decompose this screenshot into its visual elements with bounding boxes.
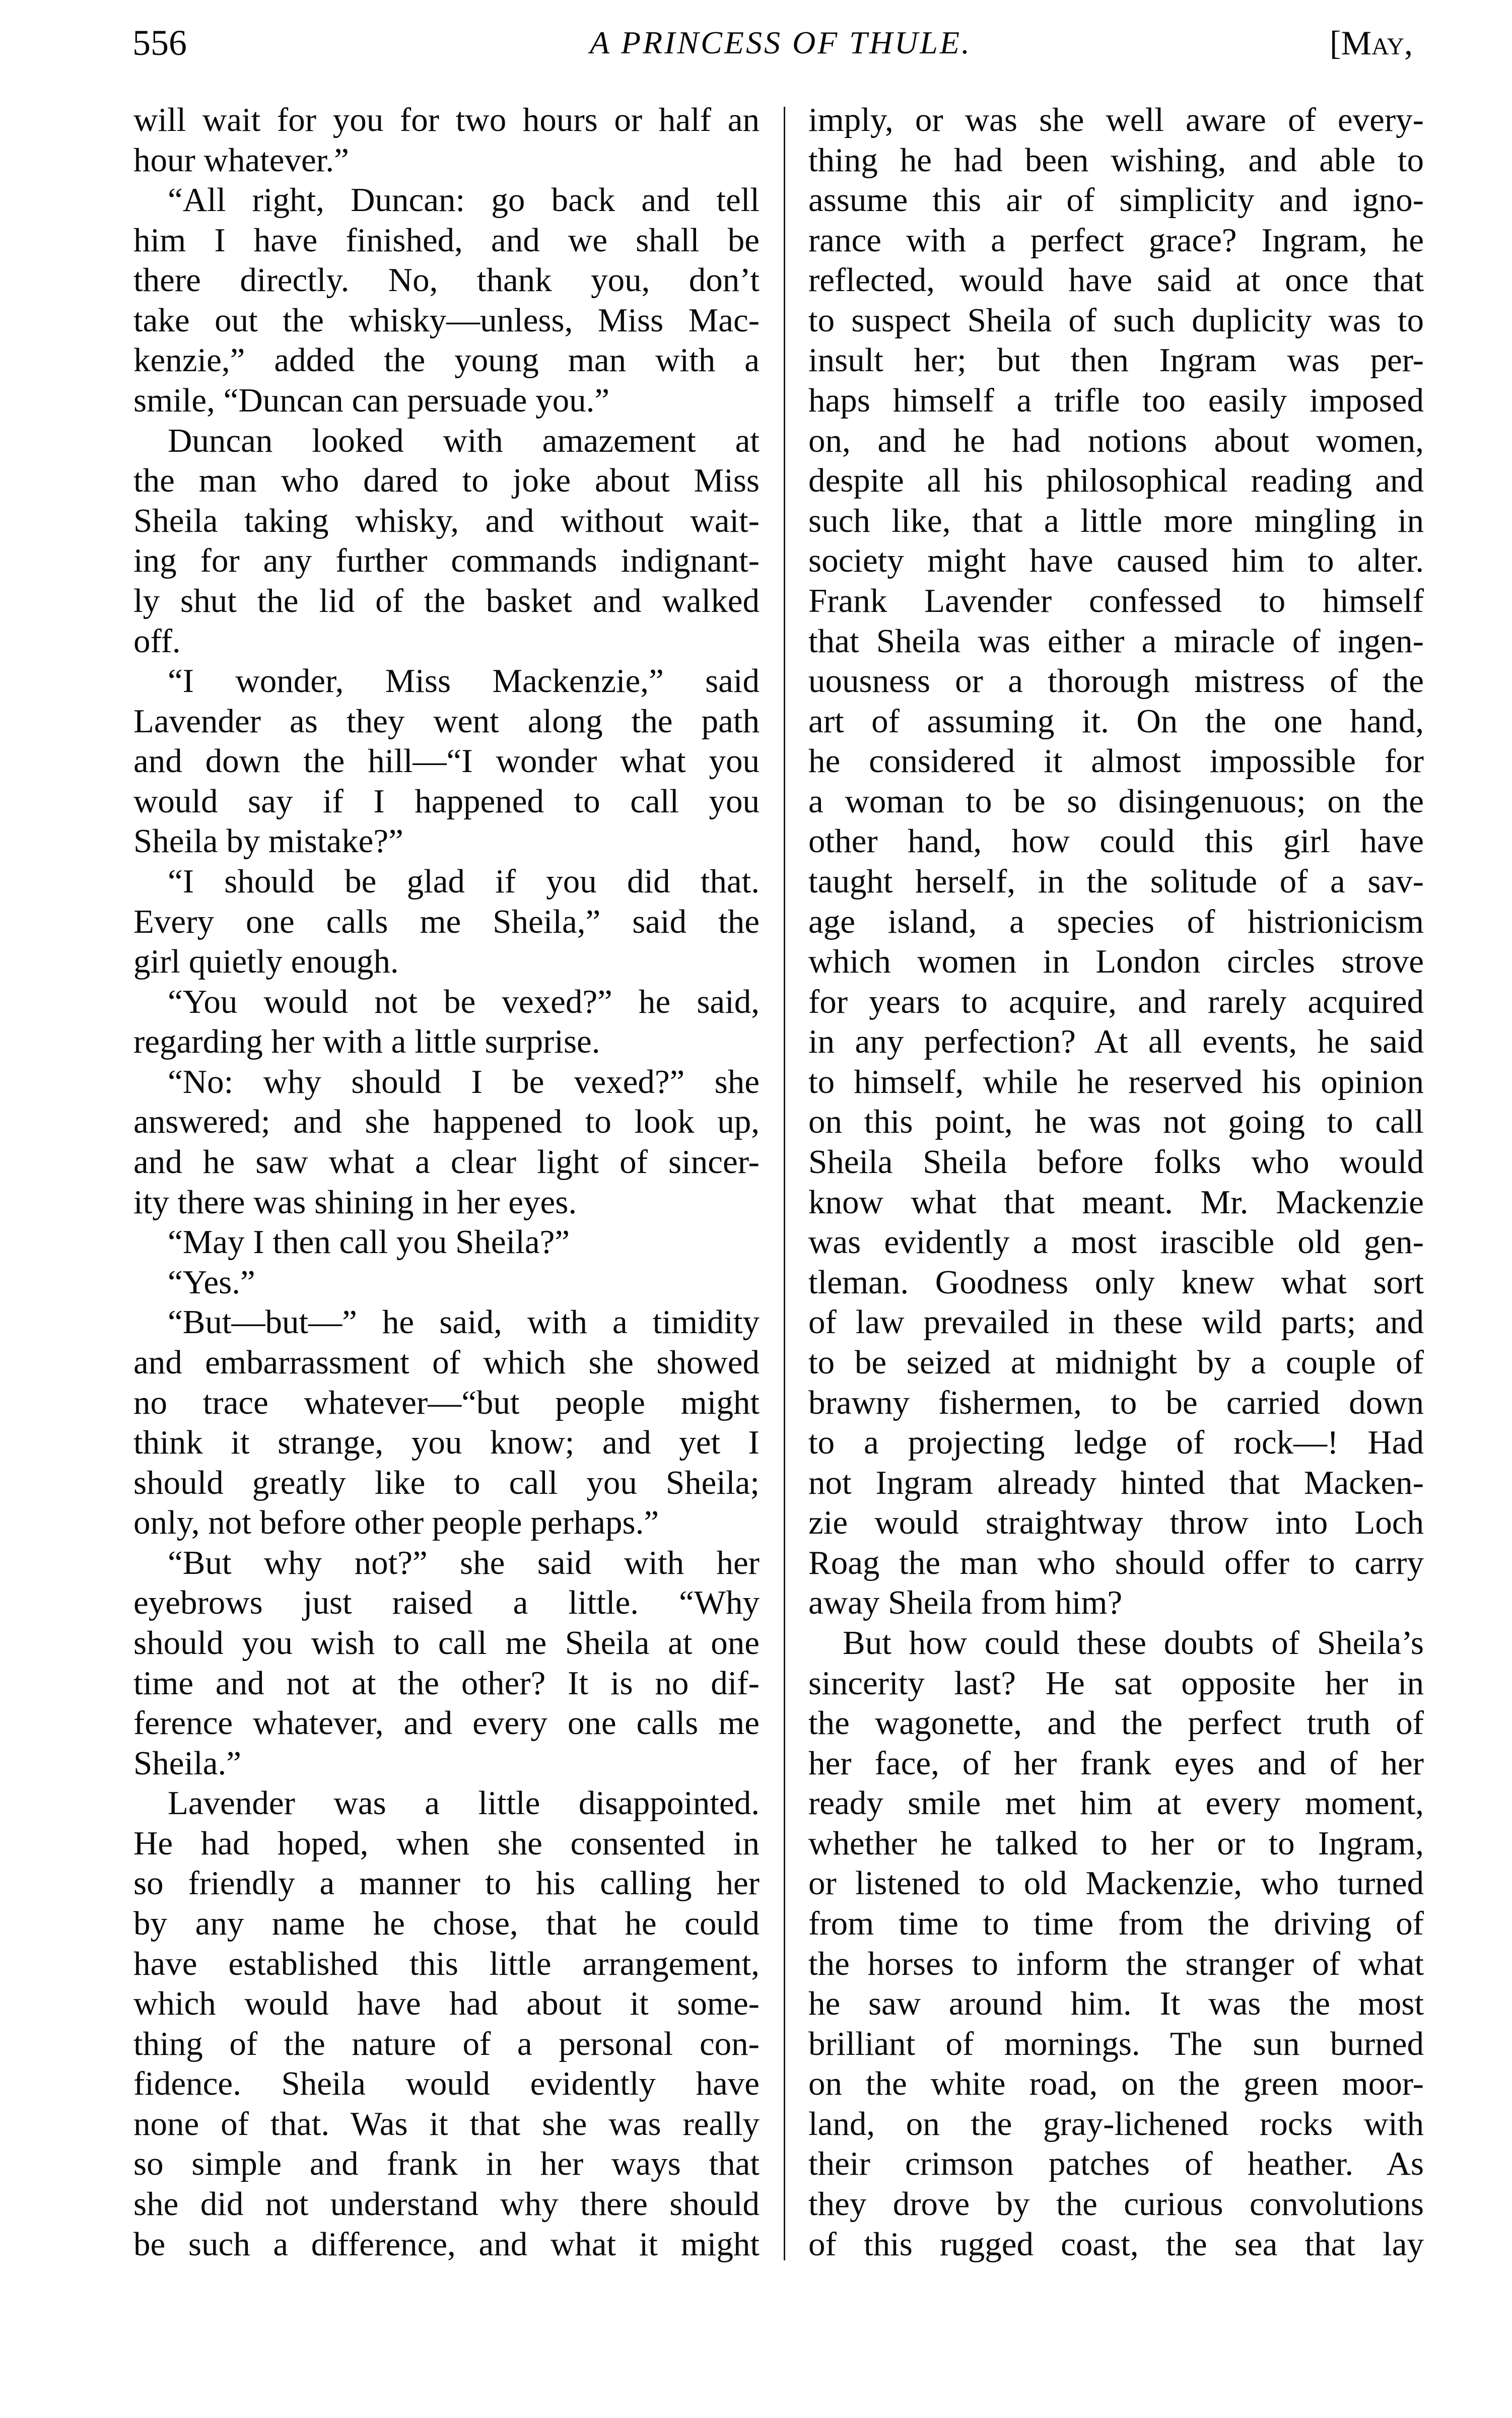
text-line: such like, that a little more mingling in <box>808 502 1424 539</box>
text-line: their crimson patches of heather. As <box>808 2145 1424 2183</box>
page-number: 556 <box>132 23 187 63</box>
text-line: insult her; but then Ingram was per- <box>808 341 1424 379</box>
text-line: the wagonette, and the perfect truth of <box>808 1704 1424 1742</box>
text-line: thing of the nature of a personal con- <box>133 2025 760 2062</box>
text-line: hour whatever.” <box>133 141 349 179</box>
text-line: which would have had about it some- <box>133 1985 760 2023</box>
text-line: Every one calls me Sheila,” said the <box>133 903 760 940</box>
text-line: Frank Lavender confessed to himself <box>808 582 1424 619</box>
text-line: away Sheila from him? <box>808 1584 1123 1622</box>
text-line: imply, or was she well aware of every- <box>808 101 1424 139</box>
text-line: think it strange, you know; and yet I <box>133 1424 760 1462</box>
text-line: “Yes.” <box>168 1263 255 1301</box>
text-line: land, on the gray-lichened rocks with <box>808 2105 1424 2143</box>
right-text-column <box>808 100 1424 2264</box>
text-line: not Ingram already hinted that Macken- <box>808 1464 1424 1501</box>
text-line: and he saw what a clear light of sincer- <box>133 1143 760 1181</box>
text-line: and down the hill—“I wonder what you <box>133 742 760 780</box>
text-line: society might have caused him to alter. <box>808 542 1424 580</box>
text-line: be such a difference, and what it might <box>133 2225 760 2263</box>
text-line: ity there was shining in her eyes. <box>133 1183 577 1221</box>
text-line: age island, a species of histrionicism <box>808 903 1424 940</box>
running-title: A PRINCESS OF THULE. <box>590 25 972 60</box>
text-line: Lavender was a little disappointed. <box>168 1784 760 1822</box>
text-line: But how could these doubts of Sheila’s <box>843 1624 1424 1662</box>
text-line: of law prevailed in these wild parts; and <box>808 1303 1424 1341</box>
text-line: will wait for you for two hours or half an <box>133 101 760 139</box>
text-line: “I wonder, Miss Mackenzie,” said <box>168 662 760 700</box>
text-line: to himself, while he reserved his opinion <box>808 1063 1424 1100</box>
left-text-column <box>133 100 760 2264</box>
text-line: of this rugged coast, the sea that lay <box>808 2225 1424 2263</box>
text-line: sincerity last? He sat opposite her in <box>808 1664 1424 1702</box>
text-line: tleman. Goodness only knew what sort <box>808 1263 1424 1301</box>
text-line: Sheila by mistake?” <box>133 822 403 860</box>
text-line: haps himself a trifle too easily imposed <box>808 382 1424 420</box>
text-line: the horses to inform the stranger of what <box>808 1945 1424 1982</box>
text-line: no trace whatever—“but people might <box>133 1384 760 1421</box>
running-month: [May, <box>1330 24 1413 62</box>
text-line: brilliant of mornings. The sun burned <box>808 2025 1424 2062</box>
text-line: despite all his philosophical reading and <box>808 462 1424 500</box>
text-line: so simple and frank in her ways that <box>133 2145 760 2183</box>
text-line: uousness or a thorough mistress of the <box>808 662 1424 700</box>
text-line: kenzie,” added the young man with a <box>133 341 760 379</box>
text-line: regarding her with a little surprise. <box>133 1023 600 1061</box>
text-line: there directly. No, thank you, don’t <box>133 261 760 299</box>
text-line: which women in London circles strove <box>808 943 1424 981</box>
text-line: “No: why should I be vexed?” she <box>168 1063 760 1100</box>
text-line: was evidently a most irascible old gen- <box>808 1223 1424 1261</box>
text-line: Sheila.” <box>133 1744 241 1782</box>
text-line: for years to acquire, and rarely acquired <box>808 983 1424 1020</box>
text-line: her face, of her frank eyes and of her <box>808 1744 1424 1782</box>
text-line: rance with a perfect grace? Ingram, he <box>808 221 1424 259</box>
text-line: on, and he had notions about women, <box>808 422 1424 459</box>
text-line: to suspect Sheila of such duplicity was to <box>808 301 1424 339</box>
text-line: eyebrows just raised a little. “Why <box>133 1584 760 1622</box>
text-line: Duncan looked with amazement at <box>168 422 760 459</box>
text-line: Lavender as they went along the path <box>133 702 760 740</box>
text-line: “But why not?” she said with her <box>168 1544 760 1581</box>
text-line: taught herself, in the solitude of a sav- <box>808 862 1424 900</box>
text-line: should greatly like to call you Sheila; <box>133 1464 760 1501</box>
text-line: to a projecting ledge of rock—! Had <box>808 1424 1424 1462</box>
text-line: “May I then call you Sheila?” <box>168 1223 570 1261</box>
text-line: whether he talked to her or to Ingram, <box>808 1824 1424 1862</box>
text-line: “But—but—” he said, with a timidity <box>168 1303 760 1341</box>
text-line: by any name he chose, that he could <box>133 1905 760 1943</box>
text-line: Sheila Sheila before folks who would <box>808 1143 1424 1181</box>
text-line: other hand, how could this girl have <box>808 822 1424 860</box>
text-line: thing he had been wishing, and able to <box>808 141 1424 179</box>
text-line: take out the whisky—unless, Miss Mac- <box>133 301 760 339</box>
text-line: or listened to old Mackenzie, who turned <box>808 1864 1424 1902</box>
text-line: only, not before other people perhaps.” <box>133 1504 659 1542</box>
text-line: ly shut the lid of the basket and walked <box>133 582 760 619</box>
text-line: ing for any further commands indignant- <box>133 542 760 580</box>
text-line: girl quietly enough. <box>133 943 399 981</box>
text-line: off. <box>133 622 181 660</box>
text-line: that Sheila was either a miracle of ingen- <box>808 622 1424 660</box>
text-line: none of that. Was it that she was really <box>133 2105 760 2143</box>
text-line: smile, “Duncan can persuade you.” <box>133 382 610 420</box>
text-line: “I should be glad if you did that. <box>168 862 760 900</box>
text-line: Roag the man who should offer to carry <box>808 1544 1424 1581</box>
text-line: assume this air of simplicity and igno- <box>808 181 1424 219</box>
text-line: Sheila taking whisky, and without wait- <box>133 502 760 539</box>
text-line: would say if I happened to call you <box>133 782 760 820</box>
text-line: on this point, he was not going to call <box>808 1103 1424 1141</box>
text-line: brawny fishermen, to be carried down <box>808 1384 1424 1421</box>
text-line: from time to time from the driving of <box>808 1905 1424 1943</box>
text-line: the man who dared to joke about Miss <box>133 462 760 500</box>
text-line: and embarrassment of which she showed <box>133 1343 760 1381</box>
text-line: answered; and she happened to look up, <box>133 1103 760 1141</box>
text-line: He had hoped, when she consented in <box>133 1824 760 1862</box>
text-line: reflected, would have said at once that <box>808 261 1424 299</box>
text-line: zie would straightway throw into Loch <box>808 1504 1424 1542</box>
text-line: know what that meant. Mr. Mackenzie <box>808 1183 1424 1221</box>
text-line: ready smile met him at every moment, <box>808 1784 1424 1822</box>
text-line: “All right, Duncan: go back and tell <box>168 181 760 219</box>
text-line: so friendly a manner to his calling her <box>133 1864 760 1902</box>
text-line: she did not understand why there should <box>133 2185 760 2223</box>
text-line: he saw around him. It was the most <box>808 1985 1424 2023</box>
text-line: fidence. Sheila would evidently have <box>133 2065 760 2103</box>
text-line: have established this little arrangement, <box>133 1945 760 1982</box>
text-line: “You would not be vexed?” he said, <box>168 983 760 1020</box>
text-line: he considered it almost impossible for <box>808 742 1424 780</box>
text-line: time and not at the other? It is no dif- <box>133 1664 760 1702</box>
text-line: ference whatever, and every one calls me <box>133 1704 760 1742</box>
text-line: should you wish to call me Sheila at one <box>133 1624 760 1662</box>
column-divider <box>784 107 785 2260</box>
text-line: art of assuming it. On the one hand, <box>808 702 1424 740</box>
text-line: they drove by the curious convolutions <box>808 2185 1424 2223</box>
text-line: to be seized at midnight by a couple of <box>808 1343 1424 1381</box>
text-line: on the white road, on the green moor- <box>808 2065 1424 2103</box>
text-line: a woman to be so disingenuous; on the <box>808 782 1424 820</box>
text-line: in any perfection? At all events, he said <box>808 1023 1424 1061</box>
text-line: him I have finished, and we shall be <box>133 221 760 259</box>
